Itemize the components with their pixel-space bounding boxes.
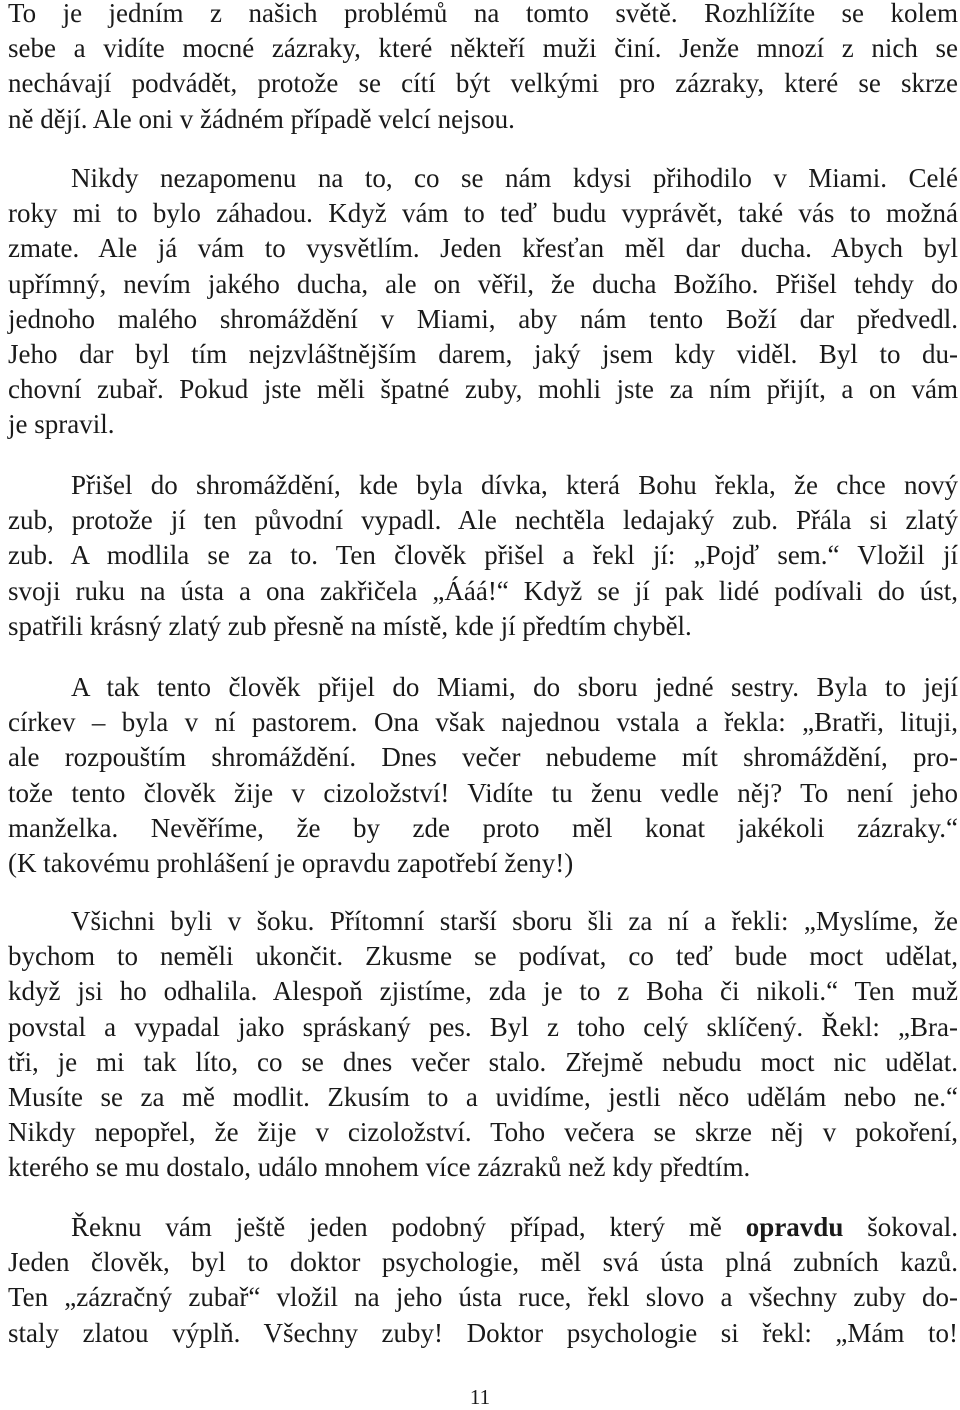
text-line: ně dějí. Ale oni v žádném případě velcí nejsou. [8, 103, 515, 134]
text-line: chovní zubař. Pokud jste měli špatné zuby, mohli jste za ním přijít, a on vám [8, 374, 958, 405]
text-line: svoji ruku na ústa a ona zakřičela „Ááá!“ Když se jí pak lidé podívali do úst, [8, 575, 958, 606]
page-number: 11 [469, 1385, 491, 1409]
text-line: zmate. Ale já vám to vysvětlím. Jeden křesťan měl dar ducha. Abych byl [8, 233, 958, 264]
text-line: zub. A modlila se za to. Ten člověk přišel a řekl jí: „Pojď sem.“ Vložil jí [8, 540, 958, 571]
text-line [8, 1210, 958, 1245]
text-line: A tak tento člověk přijel do Miami, do sboru jedné sestry. Byla to její [71, 672, 958, 702]
text-line: staly zlatou výplň. Všechny zuby! Doktor psychologie si řekl: „Mám to! [8, 1317, 958, 1348]
text-line: zub, protože jí ten původní vypadl. Ale nechtěla ledajaký zub. Přála si zlatý [8, 505, 958, 536]
text-line: ale rozpouštím shromáždění. Dnes večer nebudeme mít shromáždění, pro- [8, 742, 958, 773]
text-line: To je jedním z našich problémů na tomto světě. Rozhlížíte se kolem [8, 0, 958, 28]
text-line: sebe a vidíte mocné zázraky, které někteří muži činí. Jenže mnozí z nich se [8, 33, 958, 64]
paragraph-3 [8, 468, 958, 644]
text-line: roky mi to bylo záhadou. Když vám to teď budu vyprávět, také vás to možná [8, 198, 958, 229]
text-line: Musíte se za mě modlit. Zkusím to a uvidíme, jestli něco udělám nebo ne.“ [8, 1081, 958, 1112]
text-line: Ten „zázračný zubař“ vložil na jeho ústa ruce, řekl slovo a všechny zuby do- [8, 1282, 958, 1313]
text-line: tože tento člověk žije v cizoložství! Vidíte tu ženu vedle něj? To není jeho [8, 777, 958, 808]
text-line: je spravil. [8, 409, 115, 440]
text-line: kterého se mu dostalo, událo mnohem více zázraků než kdy předtím. [8, 1152, 751, 1183]
text-line: jednoho malého shromáždění v Miami, aby nám tento Boží dar předvedl. [8, 303, 958, 334]
text-line: nechávají podvádět, protože se cítí být velkými pro zázraky, které se skrze [8, 68, 958, 99]
text-line: Jeho dar byl tím nejzvláštnějším darem, jaký jsem kdy viděl. Byl to du- [8, 338, 958, 369]
text-line: Jeden člověk, byl to doktor psychologie, měl svá ústa plná zubních kazů. [8, 1247, 958, 1278]
text-line: bychom to neměli ukončit. Zkusme se podívat, co teď bude moct udělat, [8, 941, 958, 972]
text-line: spatřili krásný zlatý zub přesně na místě, kde jí předtím chyběl. [8, 610, 692, 641]
paragraph-1 [8, 0, 958, 137]
text-line: povstal a vypadal jako spráskaný pes. Byl z toho celý sklíčený. Řekl: „Bra- [8, 1011, 958, 1042]
text-line: církev – byla v ní pastorem. Ona však najednou vstala a řekla: „Bratři, lituji, [8, 707, 958, 738]
text-line: když jsi ho odhalila. Alespoň zjistíme, zda je to z Boha či nikoli.“ Ten muž [8, 976, 958, 1007]
text-line: Všichni byli v šoku. Přítomní starší sboru šli za ní a řekli: „Myslíme, že [71, 906, 958, 936]
text-line: Nikdy nezapomenu na to, co se nám kdysi přihodilo v Miami. Celé [71, 163, 958, 193]
text-line: tři, je mi tak líto, co se dnes večer stalo. Zřejmě nebudu moct nic udělat. [8, 1046, 958, 1077]
text-segment: Řeknu vám ještě jeden podobný případ, který mě [71, 1212, 746, 1242]
text-line: manželka. Nevěříme, že by zde proto měl konat jakékoli zázraky.“ [8, 812, 958, 843]
text-line: upřímný, nevím jakého ducha, ale on věřil, že ducha Božího. Přišel tehdy do [8, 268, 958, 299]
text-segment: šokoval. [843, 1212, 958, 1242]
paragraph-2 [8, 161, 958, 443]
text-line: Nikdy nepopřel, že žije v cizoložství. Toho večera se skrze něj v pokoření, [8, 1117, 958, 1148]
paragraph-6 [8, 1210, 958, 1351]
paragraph-4 [8, 670, 958, 881]
text-line: (K takovému prohlášení je opravdu zapotřebí ženy!) [8, 847, 574, 878]
text-line: Přišel do shromáždění, kde byla dívka, která Bohu řekla, že chce nový [71, 470, 958, 500]
paragraph-5 [8, 904, 958, 1186]
emphasis-text: opravdu [745, 1212, 844, 1242]
